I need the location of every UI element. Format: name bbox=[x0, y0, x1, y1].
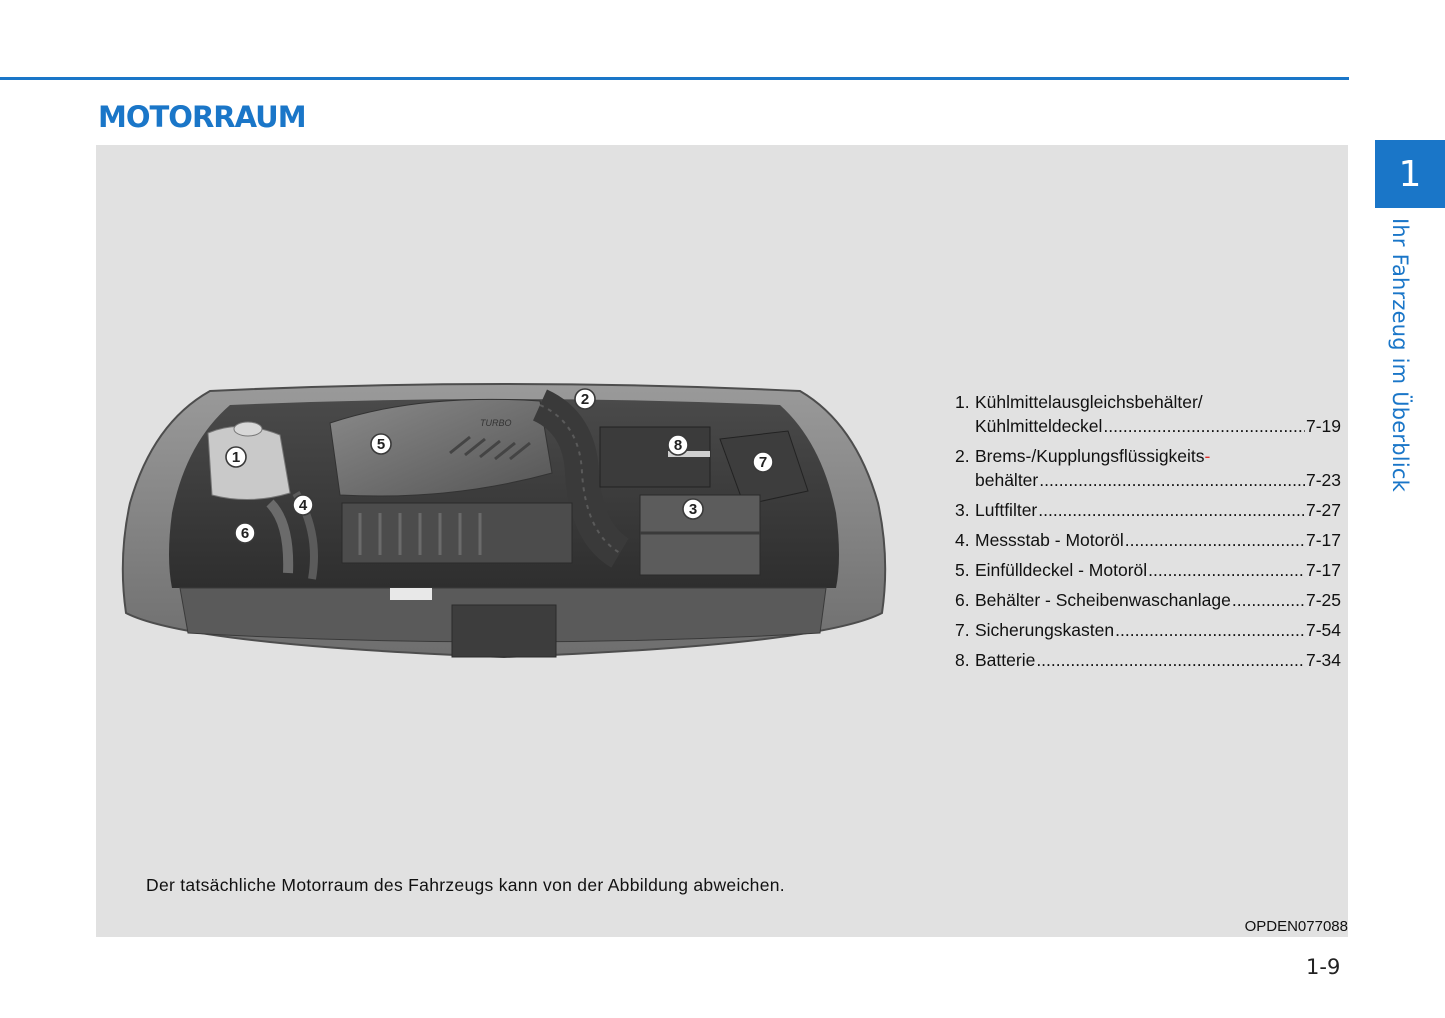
callout-6 bbox=[235, 523, 255, 543]
legend-item-6: 6. Behälter - Scheibenwaschanlage ..... 7-25 bbox=[955, 588, 1341, 612]
legend-item-3: 3. Luftfilter ..... 7-27 bbox=[955, 498, 1341, 522]
image-code: OPDEN077088 bbox=[1244, 918, 1348, 935]
legend-item-1: 1. Kühlmittelausgleichsbehälter/ Kühlmitteldeckel ..... 7-19 bbox=[955, 390, 1341, 438]
page-ref: 7-19 bbox=[1305, 416, 1341, 436]
figure-caption: Der tatsächliche Motorraum des Fahrzeugs kann von der Abbildung abweichen. bbox=[146, 875, 785, 895]
callout-4 bbox=[293, 495, 313, 515]
page-ref: 7-25 bbox=[1305, 590, 1341, 610]
callout-8 bbox=[668, 435, 688, 455]
callout-7 bbox=[753, 452, 773, 472]
page-ref: 7-34 bbox=[1305, 650, 1341, 670]
callout-2 bbox=[575, 389, 595, 409]
dot-leader bbox=[1039, 468, 1305, 492]
page-number: 1-9 bbox=[1306, 955, 1341, 979]
chapter-title: Ihr Fahrzeug im Überblick bbox=[1388, 218, 1412, 492]
page-ref: 7-23 bbox=[1305, 470, 1341, 490]
legend-item-2: 2. Brems-/Kupplungsflüssigkeits - behälter ..... 7-23 bbox=[955, 444, 1341, 492]
callout-5 bbox=[371, 434, 391, 454]
legend-item-8: 8. Batterie ..... 7-34 bbox=[955, 648, 1341, 672]
dot-leader bbox=[1125, 528, 1305, 552]
dot-leader bbox=[1148, 558, 1305, 582]
svg-text:3: 3 bbox=[688, 501, 698, 518]
engine-badge: TURBO bbox=[480, 418, 512, 428]
page-ref: 7-17 bbox=[1305, 530, 1341, 550]
dot-leader bbox=[1038, 498, 1305, 522]
svg-text:7: 7 bbox=[758, 454, 768, 471]
page-title: MOTORRAUM bbox=[98, 100, 306, 134]
page-ref: 7-17 bbox=[1305, 560, 1341, 580]
header-rule bbox=[0, 77, 1349, 80]
legend-item-7: 7. Sicherungskasten ..... 7-54 bbox=[955, 618, 1341, 642]
svg-text:2: 2 bbox=[580, 391, 590, 408]
figure-panel bbox=[96, 145, 1348, 937]
hyphen-mark: - bbox=[1204, 446, 1211, 466]
svg-text:8: 8 bbox=[673, 437, 683, 454]
dot-leader bbox=[1232, 588, 1305, 612]
callout-3 bbox=[683, 499, 703, 519]
svg-text:6: 6 bbox=[240, 525, 250, 542]
callout-1 bbox=[226, 447, 246, 467]
svg-text:4: 4 bbox=[298, 497, 308, 514]
page-ref: 7-27 bbox=[1305, 500, 1341, 520]
dot-leader bbox=[1103, 414, 1305, 438]
component-legend bbox=[955, 390, 1341, 678]
chapter-tab: 1 bbox=[1375, 140, 1445, 208]
dot-leader bbox=[1036, 648, 1305, 672]
svg-text:5: 5 bbox=[376, 436, 386, 453]
legend-item-5: 5. Einfülldeckel - Motoröl ..... 7-17 bbox=[955, 558, 1341, 582]
svg-text:1: 1 bbox=[231, 449, 241, 466]
legend-item-4: 4. Messstab - Motoröl ..... 7-17 bbox=[955, 528, 1341, 552]
engine-bay-illustration bbox=[120, 383, 888, 675]
dot-leader bbox=[1115, 618, 1305, 642]
page-ref: 7-54 bbox=[1305, 620, 1341, 640]
